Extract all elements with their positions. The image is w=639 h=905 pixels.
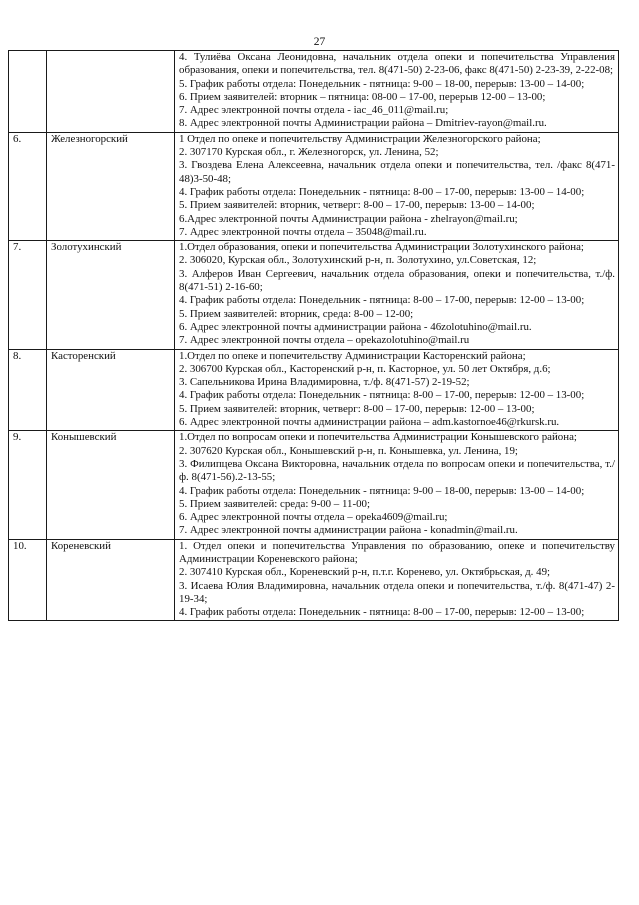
contact-details	[175, 241, 619, 349]
contact-detail-line: 6. Адрес электронной почты администрации района – adm.kastornoe46@rkursk.ru.	[179, 416, 560, 429]
contact-detail-line: 3. Алферов Иван Сергеевич, начальник отдела образования, опеки и попечительства, т./ф. 8(471-51) 2-16-60;	[179, 267, 615, 294]
contact-detail-line: 4. График работы отдела: Понедельник - пятница: 8-00 – 17-00, перерыв: 12-00 – 13-00;	[179, 294, 585, 307]
district-name	[47, 51, 175, 133]
contact-detail-line: 4. Тулиёва Оксана Леонидовна, начальник отдела опеки и попечительства Управления образования, опеки и попечительства, тел. 8(471-50) 2-23-06, факс 8(471-50) 2-23-39, 2-22-08;	[179, 51, 615, 77]
table-row	[9, 132, 619, 240]
page-number: 27	[313, 36, 326, 48]
contact-detail-line: 2. 307410 Курская обл., Кореневский р-н, п.т.г. Коренево, ул. Октябрьская, д. 49;	[179, 566, 551, 579]
contact-detail-line: 5. Прием заявителей: среда: 9-00 – 11-00;	[179, 497, 371, 510]
contact-detail-line: 1. Отдел опеки и попечительства Управления по образованию, опеке и попечительству Администрации Кореневского района;	[179, 539, 615, 565]
contact-detail-line: 1 Отдел по опеке и попечительству Администрации Железногорского района;	[179, 132, 541, 145]
contact-detail-line: 4. График работы отдела: Понедельник - пятница: 8-00 – 17-00, перерыв: 12-00 – 13-00;	[179, 606, 585, 619]
contact-detail-line: 4. График работы отдела: Понедельник - пятница: 8-00 – 17-00, перерыв: 12-00 – 13-00;	[179, 389, 585, 402]
district-name: Кореневский	[47, 539, 175, 621]
contact-details	[175, 51, 619, 133]
contact-detail-line: 5. График работы отдела: Понедельник - пятница: 9-00 – 18-00, перерыв: 13-00 – 14-00;	[179, 77, 585, 90]
table-row	[9, 539, 619, 621]
contact-detail-line: 7. Адрес электронной почты отдела – opekazolotuhino@mail.ru	[179, 334, 470, 347]
contact-detail-line: 3. Исаева Юлия Владимировна, начальник отдела опеки и попечительства, т./ф. 8(471-47) 2-19-34;	[179, 579, 615, 605]
table-row	[9, 241, 619, 349]
contact-details	[175, 349, 619, 431]
district-name: Касторенский	[47, 349, 175, 431]
contact-detail-line: 1.Отдел по вопросам опеки и попечительства Администрации Конышевского района;	[179, 431, 577, 444]
table-row	[9, 431, 619, 539]
contact-details	[175, 431, 619, 539]
contact-detail-line: 6.Адрес электронной почты Администрации района - zhelrayon@mail.ru;	[179, 212, 518, 225]
row-number: 6.	[9, 132, 47, 240]
contact-detail-line: 3. Филипцева Оксана Викторовна, начальник отдела по вопросам опеки и попечительства, т./ф. 8(471-56).2-13-55;	[179, 457, 615, 484]
table-body	[9, 51, 619, 621]
row-number: 10.	[9, 539, 47, 621]
contact-detail-line: 7. Адрес электронной почты отдела – 35048@mail.ru.	[179, 225, 427, 238]
table-row	[9, 51, 619, 133]
contact-detail-line: 4. График работы отдела: Понедельник - пятница: 8-00 – 17-00, перерыв: 13-00 – 14-00;	[179, 185, 585, 198]
contact-detail-line: 1.Отдел по опеке и попечительству Администрации Касторенский района;	[179, 349, 526, 362]
contact-detail-line: 2. 307170 Курская обл., г. Железногорск, ул. Ленина, 52;	[179, 146, 439, 159]
contacts-table	[8, 50, 619, 621]
district-name: Железногорский	[47, 132, 175, 240]
contact-detail-line: 6. Адрес электронной почты отдела – opeka4609@mail.ru;	[179, 511, 448, 524]
contact-detail-line: 3. Гвоздева Елена Алексеевна, начальник отдела опеки и попечительства, тел. /факс 8(471-48)3-50-48;	[179, 159, 615, 185]
contact-detail-line: 8. Адрес электронной почты Администрации района – Dmitriev-rayon@mail.ru.	[179, 117, 547, 130]
contact-detail-line: 2. 307620 Курская обл., Конышевский р-н, п. Конышевка, ул. Ленина, 19;	[179, 444, 518, 457]
contact-detail-line: 2. 306700 Курская обл., Касторенский р-н, п. Касторное, ул. 50 лет Октября, д.6;	[179, 362, 551, 375]
district-name: Конышевский	[47, 431, 175, 539]
contact-detail-line: 6. Прием заявителей: вторник – пятница: 08-00 – 17-00, перерыв 12-00 – 13-00;	[179, 90, 546, 103]
contact-detail-line: 3. Сапельникова Ирина Владимировна, т./ф. 8(471-57) 2-19-52;	[179, 376, 470, 389]
contact-detail-line: 5. Прием заявителей: вторник, четверг: 8-00 – 17-00, перерыв: 13-00 – 14-00;	[179, 199, 535, 212]
contact-detail-line: 1.Отдел образования, опеки и попечительства Администрации Золотухинского района;	[179, 241, 584, 254]
row-number: 8.	[9, 349, 47, 431]
row-number: 9.	[9, 431, 47, 539]
contact-detail-line: 4. График работы отдела: Понедельник - пятница: 9-00 – 18-00, перерыв: 13-00 – 14-00;	[179, 484, 585, 497]
contact-detail-line: 6. Адрес электронной почты администрации района - 46zolotuhino@mail.ru.	[179, 320, 532, 333]
row-number: 7.	[9, 241, 47, 349]
contact-detail-line: 7. Адрес электронной почты отдела - iac_46_011@mail.ru;	[179, 104, 449, 117]
contact-detail-line: 7. Адрес электронной почты администрации района - konadmin@mail.ru.	[179, 524, 518, 537]
contact-details	[175, 539, 619, 621]
contact-details	[175, 132, 619, 240]
table-row	[9, 349, 619, 431]
contact-detail-line: 5. Прием заявителей: вторник, четверг: 8-00 – 17-00, перерыв: 12-00 – 13-00;	[179, 402, 535, 415]
district-name: Золотухинский	[47, 241, 175, 349]
contact-detail-line: 5. Прием заявителей: вторник, среда: 8-00 – 12-00;	[179, 307, 414, 320]
contact-detail-line: 2. 306020, Курская обл., Золотухинский р-н, п. Золотухино, ул.Советская, 12;	[179, 254, 537, 267]
row-number	[9, 51, 47, 133]
